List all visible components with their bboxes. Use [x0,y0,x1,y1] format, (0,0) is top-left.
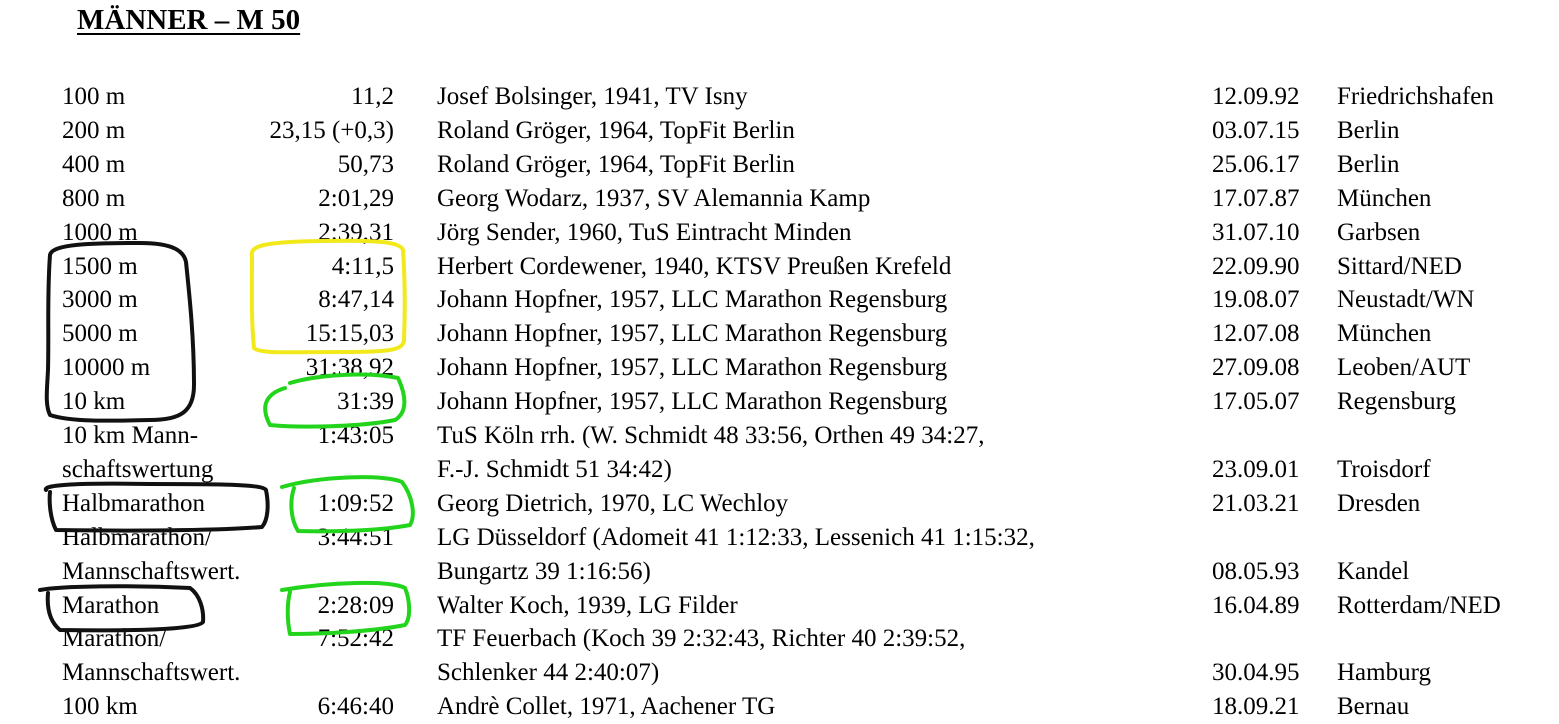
place-cell: Kandel [1337,558,1410,585]
athlete-cell: Johann Hopfner, 1957, LLC Marathon Regensburg [437,286,948,313]
athlete-cell: Walter Koch, 1939, LG Filder [437,592,738,619]
performance-cell: 6:46:40 [317,693,394,720]
event-cell: Marathon/ [62,625,167,652]
date-cell: 16.04.89 [1212,592,1300,619]
place-cell: München [1337,185,1432,212]
performance-cell: 2:01,29 [318,185,394,212]
date-cell: 03.07.15 [1212,117,1300,144]
event-cell: 10 km [62,388,126,415]
place-cell: Berlin [1337,151,1400,178]
event-cell: 5000 m [62,320,138,347]
place-cell: Friedrichshafen [1337,83,1494,110]
athlete-cell: Roland Gröger, 1964, TopFit Berlin [437,117,795,144]
athlete-cell: Georg Dietrich, 1970, LC Wechloy [437,490,789,517]
date-cell: 31.07.10 [1212,219,1300,246]
event-cell: 200 m [62,117,126,144]
event-cell: 100 km [62,693,138,720]
date-cell: 08.05.93 [1212,558,1300,585]
performance-cell: 3:44:51 [317,524,394,551]
date-cell: 23.09.01 [1212,456,1300,483]
performance-cell: 50,73 [337,151,394,178]
date-cell: 17.05.07 [1212,388,1300,415]
place-cell: Garbsen [1337,219,1421,246]
date-cell: 12.09.92 [1212,83,1300,110]
place-cell: Regensburg [1337,388,1456,415]
place-cell: Bernau [1337,693,1410,720]
event-cell: 1500 m [62,253,138,280]
performance-cell: 1:09:52 [317,490,394,517]
date-cell: 21.03.21 [1212,490,1300,517]
date-cell: 19.08.07 [1212,286,1300,313]
athlete-cell: Johann Hopfner, 1957, LLC Marathon Regensburg [437,388,948,415]
performance-cell: 15:15,03 [305,320,394,347]
event-cell: Mannschaftswert. [62,659,241,686]
place-cell: Troisdorf [1337,456,1431,483]
athlete-cell: Schlenker 44 2:40:07) [437,659,660,686]
athlete-cell: Johann Hopfner, 1957, LLC Marathon Regensburg [437,320,948,347]
athlete-cell: Josef Bolsinger, 1941, TV Isny [437,83,748,110]
performance-cell: 2:39,31 [318,219,394,246]
event-cell: 100 m [62,83,126,110]
date-cell: 27.09.08 [1212,354,1300,381]
performance-cell: 7:52:42 [317,625,394,652]
event-cell: 800 m [62,185,126,212]
performance-cell: 23,15 (+0,3) [269,117,394,144]
performance-cell: 31:38,92 [305,354,394,381]
date-cell: 22.09.90 [1212,253,1300,280]
event-cell: 10 km Mann- [62,422,199,449]
performance-cell: 4:11,5 [331,253,394,280]
place-cell: Dresden [1337,490,1421,517]
place-cell: Hamburg [1337,659,1431,686]
performance-cell: 1:43:05 [317,422,394,449]
athlete-cell: TF Feuerbach (Koch 39 2:32:43, Richter 40 2:39:52, [437,625,966,652]
event-cell: schaftswertung [62,456,214,483]
event-cell: 1000 m [62,219,138,246]
performance-cell: 8:47,14 [318,286,394,313]
event-cell: Mannschaftswert. [62,558,241,585]
athlete-cell: Herbert Cordewener, 1940, KTSV Preußen Krefeld [437,253,952,280]
event-cell: Halbmarathon [62,490,206,517]
place-cell: Leoben/AUT [1337,354,1471,381]
event-cell: 10000 m [62,354,151,381]
date-cell: 25.06.17 [1212,151,1300,178]
athlete-cell: Georg Wodarz, 1937, SV Alemannia Kamp [437,185,871,212]
event-cell: Marathon [62,592,160,619]
place-cell: Sittard/NED [1337,253,1462,280]
athlete-cell: Jörg Sender, 1960, TuS Eintracht Minden [437,219,852,246]
athlete-cell: Roland Gröger, 1964, TopFit Berlin [437,151,795,178]
place-cell: Neustadt/WN [1337,286,1475,313]
athlete-cell: LG Düsseldorf (Adomeit 41 1:12:33, Lessenich 41 1:15:32, [437,524,1035,551]
event-cell: Halbmarathon/ [62,524,212,551]
athlete-cell: Andrè Collet, 1971, Aachener TG [437,693,776,720]
date-cell: 17.07.87 [1212,185,1300,212]
place-cell: Rotterdam/NED [1337,592,1501,619]
athlete-cell: F.-J. Schmidt 51 34:42) [437,456,672,483]
event-cell: 400 m [62,151,126,178]
performance-cell: 2:28:09 [317,592,394,619]
athlete-cell: Johann Hopfner, 1957, LLC Marathon Regensburg [437,354,948,381]
place-cell: München [1337,320,1432,347]
performance-cell: 11,2 [351,83,394,110]
athlete-cell: Bungartz 39 1:16:56) [437,558,651,585]
place-cell: Berlin [1337,117,1400,144]
event-cell: 3000 m [62,286,138,313]
athlete-cell: TuS Köln rrh. (W. Schmidt 48 33:56, Orthen 49 34:27, [437,422,985,449]
performance-cell: 31:39 [337,388,394,415]
page-title: MÄNNER – M 50 [77,4,301,36]
date-cell: 18.09.21 [1212,693,1300,720]
date-cell: 30.04.95 [1212,659,1300,686]
date-cell: 12.07.08 [1212,320,1300,347]
